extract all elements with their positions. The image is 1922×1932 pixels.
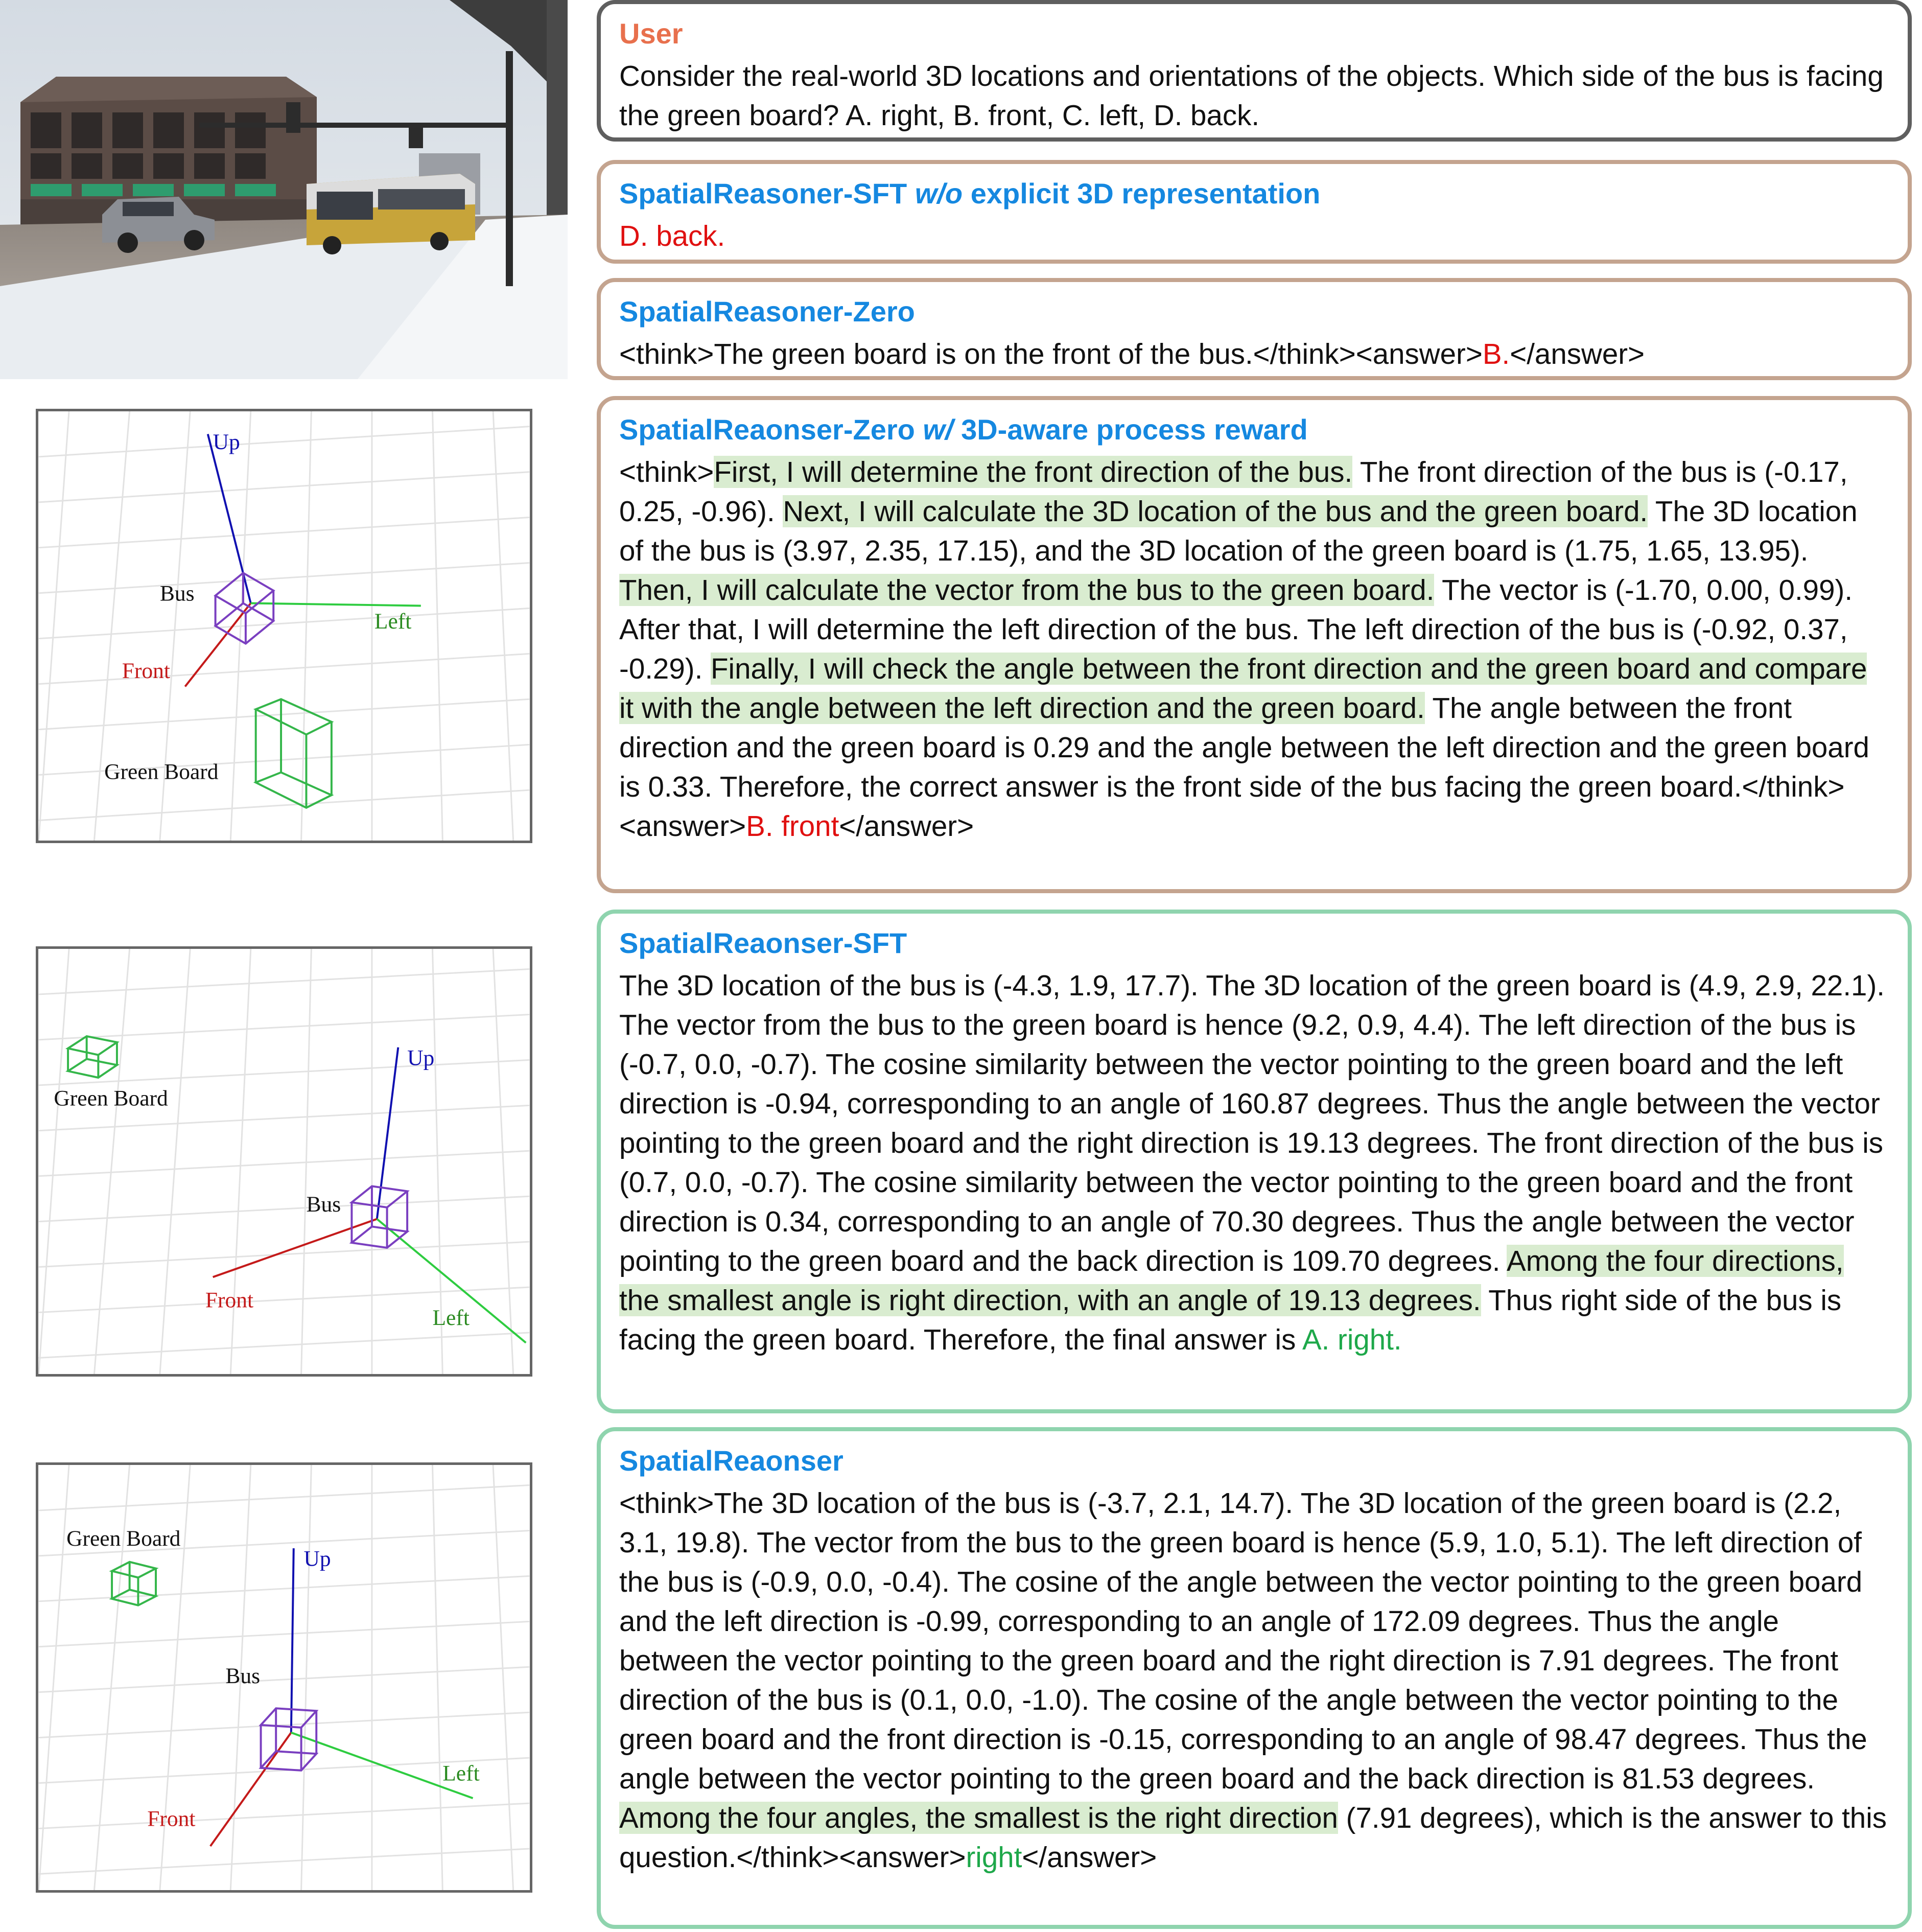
sft-wo-3d-card bbox=[597, 160, 1912, 264]
left-label: Left bbox=[374, 609, 412, 634]
text-span: (7.91 degrees), which is the answer to this question.</think><answer> bbox=[619, 1802, 1887, 1873]
answer-span: right bbox=[966, 1841, 1022, 1873]
sft-response bbox=[619, 966, 1888, 1359]
front-axis bbox=[185, 603, 250, 687]
title-part: SpatialReaonser-Zero bbox=[619, 413, 923, 446]
title-part: 3D-aware process reward bbox=[953, 413, 1308, 446]
scene-diagram-3 bbox=[36, 1462, 532, 1893]
text-span: </answer> bbox=[839, 810, 974, 842]
sft-wo-3d-answer: D. back. bbox=[619, 220, 725, 252]
reasoner-title: SpatialReaonser bbox=[619, 1445, 843, 1477]
green-board-box bbox=[256, 699, 332, 807]
left-axis bbox=[251, 603, 421, 606]
zero-reward-card bbox=[597, 396, 1912, 893]
front-label: Front bbox=[147, 1806, 196, 1831]
bus-label: Bus bbox=[159, 581, 195, 606]
text-span: </answer> bbox=[1022, 1841, 1157, 1873]
street-photo-icon bbox=[0, 0, 568, 379]
title-part: w/ bbox=[923, 413, 953, 446]
title-part: w/o bbox=[915, 177, 963, 210]
front-axis bbox=[210, 1733, 291, 1846]
up-label: Up bbox=[213, 430, 240, 455]
answer-span: B. bbox=[1482, 338, 1510, 370]
user-question: Consider the real-world 3D locations and orientations of the objects. Which side of the bus is facing the green board? A. right, B. front, C. left, D. back. bbox=[619, 60, 1884, 131]
front-label: Front bbox=[122, 658, 170, 683]
left-label: Left bbox=[442, 1761, 480, 1786]
text-span: Thus right side of the bus is facing the green board. Therefore, the final answer is bbox=[619, 1284, 1842, 1356]
reasoner-response bbox=[619, 1483, 1888, 1877]
scene-3-svg bbox=[38, 1465, 530, 1890]
title-part: explicit 3D representation bbox=[963, 177, 1321, 210]
green-board-label: Green Board bbox=[104, 759, 219, 784]
user-card bbox=[597, 0, 1912, 142]
highlight-span: Among the four angles, the smallest is the right direction bbox=[619, 1802, 1338, 1834]
green-board-label: Green Board bbox=[66, 1526, 181, 1551]
text-span: The 3D location of the bus is (-4.3, 1.9, 17.7). The 3D location of the green board is (4.9, 2.9, 22.1). The vector from the bus to the green board is hence (9.2, 0.9, 4.4). The left direction of the bus is (-0.7, 0.0, -0.7). The cosine similarity between the vector pointing to the green board and the left direction is -0.94, corresponding to an angle of 160.87 degrees. Thus the angle between the vector pointing to the green board and the right direction is 19.13 degrees. The front direction of the bus is (0.7, 0.0, -0.7). The cosine similarity between the vector pointing to the green board and the front direction is 0.34, corresponding to an angle of 70.30 degrees. Thus the angle between the vector pointing to the green board and the back direction is 109.70 degrees. bbox=[619, 969, 1885, 1277]
highlight-span: First, I will determine the front direction of the bus. bbox=[714, 456, 1353, 488]
zero-reward-response bbox=[619, 452, 1888, 846]
up-label: Up bbox=[303, 1546, 331, 1571]
answer-span: B. front bbox=[746, 810, 839, 842]
text-span: <think> bbox=[619, 456, 714, 488]
text-span: <think>The 3D location of the bus is (-3.7, 2.1, 14.7). The 3D location of the green board is (2.2, 3.1, 19.8). The vector from the bus to the green board is hence (5.9, 1.0, 5.1). The left direction of the bus is (-0.9, 0.0, -0.4). The cosine of the angle between the vector pointing to the green board and the left direction is -0.99, corresponding to an angle of 172.09 degrees. Thus the angle between the vector pointing to the green board and the right direction is 7.91 degrees. The front direction of the bus is (0.1, 0.0, -1.0). The cosine of the angle between the vector pointing to the green board and the front direction is -0.15, corresponding to an angle of 98.47 degrees. Thus the angle between the vector pointing to the green board and the back direction is 81.53 degrees. bbox=[619, 1487, 1867, 1795]
user-title: User bbox=[619, 17, 683, 50]
zero-card bbox=[597, 278, 1912, 380]
highlight-span: Among the four directions, the smallest angle is right direction, with an angle of 19.13 degrees. bbox=[619, 1245, 1844, 1316]
up-axis bbox=[291, 1548, 294, 1733]
zero-title: SpatialReasoner-Zero bbox=[619, 295, 915, 328]
scene-1-svg bbox=[38, 411, 530, 841]
scene-diagram-2 bbox=[36, 946, 532, 1377]
text-span: The 3D location of the bus is (3.97, 2.35, 17.15), and the 3D location of the green board is (1.75, 1.65, 13.95). bbox=[619, 495, 1858, 567]
left-label: Left bbox=[432, 1306, 470, 1331]
bus-box bbox=[216, 573, 274, 643]
highlight-span: Finally, I will check the angle between the front direction and the green board and compare it with the angle between the left direction and the green board. bbox=[619, 653, 1867, 724]
highlight-span: Then, I will calculate the vector from the bus to the green board. bbox=[619, 574, 1435, 606]
green-board-box bbox=[68, 1036, 117, 1078]
highlight-span: Next, I will calculate the 3D location of the bus and the green board. bbox=[783, 495, 1648, 527]
bus-label: Bus bbox=[225, 1663, 261, 1688]
sft-title: SpatialReaonser-SFT bbox=[619, 927, 907, 959]
street-photo bbox=[0, 0, 568, 379]
sft-wo-3d-title bbox=[619, 174, 1888, 213]
text-span: The angle between the front direction and the green board is 0.29 and the angle between the left direction and the green board is 0.33. Therefore, the correct answer is the front side of the bus facing the green board.</think><answer> bbox=[619, 692, 1869, 842]
text-span: The front direction of the bus is (-0.17, 0.25, -0.96). bbox=[619, 456, 1848, 527]
answer-span: A. right. bbox=[1302, 1323, 1402, 1356]
up-axis bbox=[208, 434, 251, 603]
zero-response bbox=[619, 334, 1888, 374]
text-span: <think>The green board is on the front of the bus.</think><answer> bbox=[619, 338, 1483, 370]
text-span: </answer> bbox=[1510, 338, 1645, 370]
scene-diagram-1 bbox=[36, 409, 532, 843]
scene-2-svg bbox=[38, 949, 530, 1374]
reasoner-card bbox=[597, 1427, 1912, 1929]
bus-label: Bus bbox=[306, 1192, 341, 1217]
front-label: Front bbox=[205, 1288, 254, 1313]
text-span: The vector is (-1.70, 0.00, 0.99). After that, I will determine the left direction of the bus. The left direction of the bus is (-0.92, 0.37, -0.29). bbox=[619, 574, 1853, 685]
sft-card bbox=[597, 910, 1912, 1413]
up-label: Up bbox=[407, 1045, 435, 1070]
title-part: SpatialReasoner-SFT bbox=[619, 177, 915, 210]
zero-reward-title bbox=[619, 410, 1888, 449]
green-board-label: Green Board bbox=[54, 1086, 168, 1111]
up-axis bbox=[377, 1048, 399, 1219]
